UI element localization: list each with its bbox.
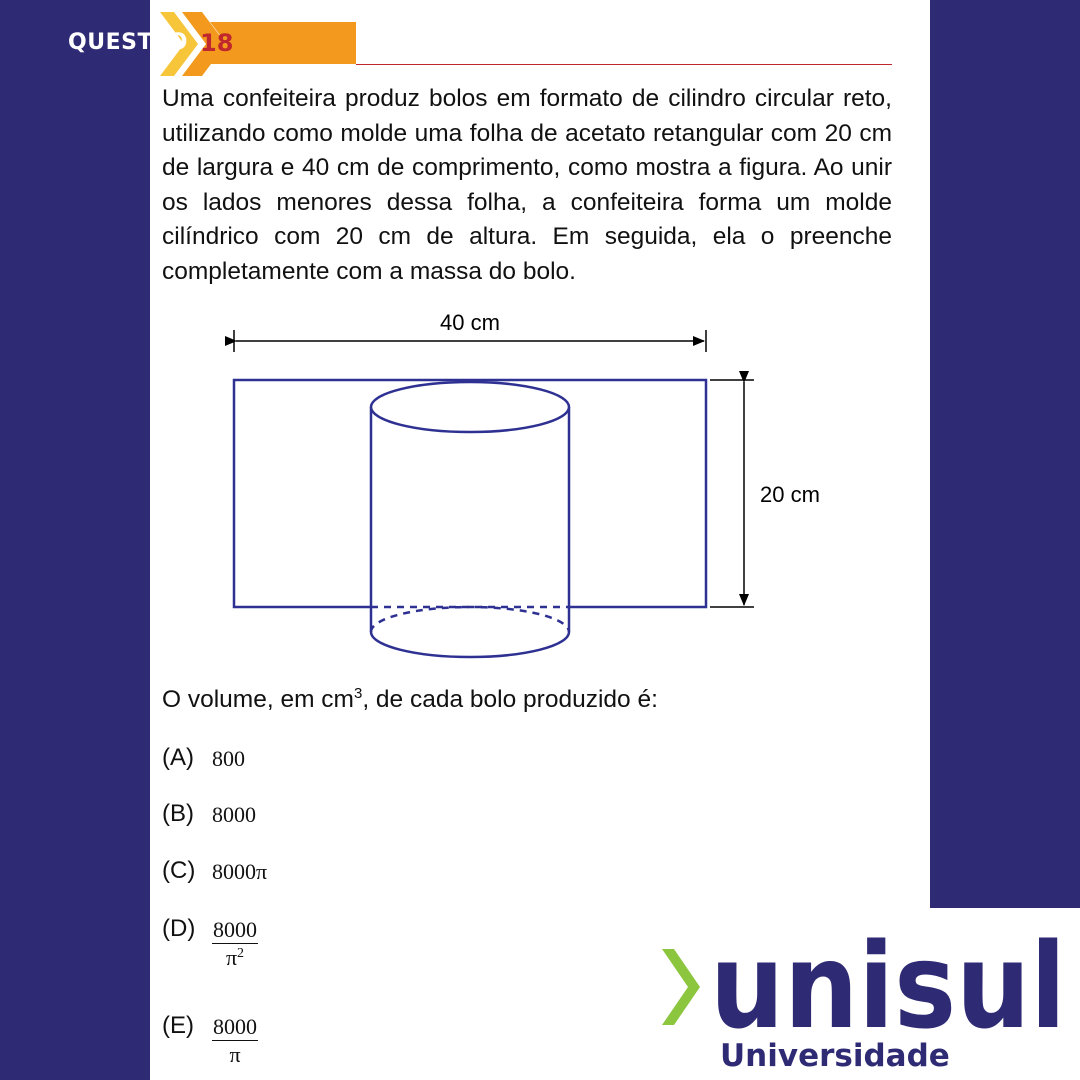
option-value: 8000	[212, 802, 256, 827]
prompt-text: O volume, em cm	[162, 686, 354, 713]
question-label: QUESTÃO	[68, 30, 188, 55]
cylinder-top-ellipse	[371, 382, 569, 432]
question-statement: Uma confeiteira produz bolos em formato de cilindro circular reto, utilizando como molde uma folha de acetato retangular com 20 cm de largura e 40 cm de comprimento, como mostra a figura. Ao unir os lados menores dessa folha, a confeiteira forma um molde cilíndrico com 20 cm de altura. Em seguida, ela o preenche completamente com a massa do bolo.	[162, 85, 892, 285]
header-rule	[356, 64, 892, 65]
logo-wordmark: unisul	[710, 917, 1066, 1035]
fraction-numerator: 8000	[213, 917, 257, 942]
option-letter: (D)	[162, 915, 196, 942]
fraction-denominator: π	[229, 1042, 241, 1067]
denominator-base: π	[225, 945, 238, 970]
option-fraction	[212, 1014, 258, 1069]
fraction-denominator	[212, 944, 258, 972]
fraction-numerator: 8000	[213, 1014, 257, 1039]
option-fraction	[212, 917, 258, 972]
cylinder-body-fill	[371, 407, 569, 632]
cylinder-figure	[150, 300, 870, 675]
unisul-logo	[660, 915, 1070, 1035]
option-value: 8000π	[212, 859, 268, 884]
option-letter: (E)	[162, 1012, 194, 1039]
prompt-exponent: 3	[353, 685, 363, 702]
prompt-text-end: , de cada bolo produzido é:	[362, 686, 658, 713]
option-letter: (A)	[162, 744, 194, 771]
question-number: 18	[200, 29, 234, 57]
logo-subtitle: Universidade	[720, 1038, 950, 1074]
option-value: 800	[212, 746, 245, 771]
header-chevron-icon	[160, 8, 360, 78]
option-letter: (B)	[162, 800, 194, 827]
logo-chevron-icon	[662, 949, 700, 1025]
cylinder-bottom-arc	[371, 632, 569, 657]
option-letter: (C)	[162, 857, 196, 884]
width-label: 40 cm	[440, 310, 500, 335]
question-header	[160, 8, 892, 78]
denominator-exponent: 2	[237, 946, 245, 961]
question-prompt	[162, 683, 862, 717]
height-label: 20 cm	[760, 482, 820, 507]
